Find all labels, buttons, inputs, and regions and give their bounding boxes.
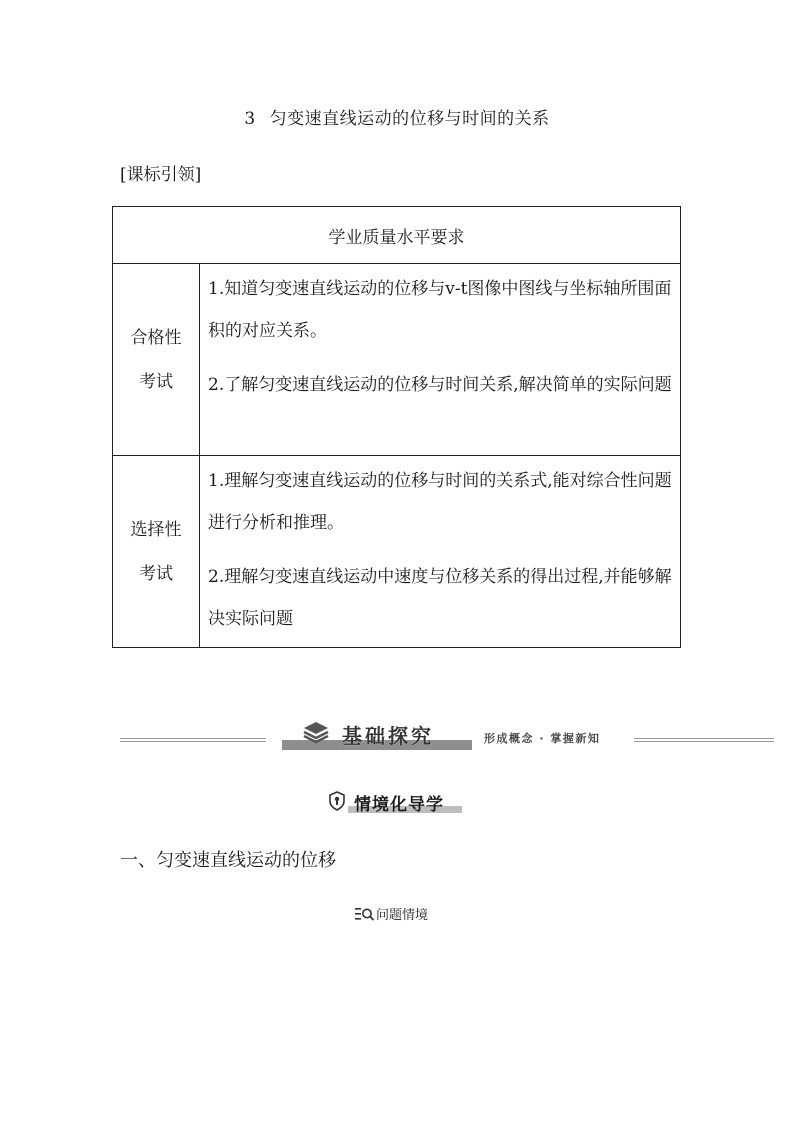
table-row [113,264,681,456]
requirements-table [112,206,681,648]
requirement-item: 2.理解匀变速直线运动中速度与位移关系的得出过程,并能够解决实际问题 [208,567,672,629]
requirement-item: 1.知道匀变速直线运动的位移与v-t图像中图线与坐标轴所围面积的对应关系。 [208,279,672,341]
banner-divider-right [634,738,774,742]
category-label: 合格性 [130,327,182,348]
title-text: 匀变速直线运动的位移与时间的关系 [269,109,550,129]
banner-title: 基础探究 [342,724,434,748]
document-title [0,104,794,129]
subheading [326,788,466,816]
category-label: 选择性 [130,519,182,540]
layers-icon [302,720,330,750]
table-row [113,456,681,648]
banner-tagline: 形成概念 · 掌握新知 [484,732,601,745]
category-label: 考试 [139,563,173,584]
table-header: 学业质量水平要求 [113,207,681,264]
banner-divider-left [120,738,266,742]
subheading-text: 情境化导学 [354,795,444,815]
category-cell [113,264,200,456]
category-label: 考试 [139,371,173,392]
section-label: [课标引领] [120,165,202,185]
requirement-item: 2.了解匀变速直线运动的位移与时间关系,解决简单的实际问题 [208,375,672,395]
keyhole-shield-icon [328,791,346,815]
problem-label-text: 问题情境 [376,908,429,923]
requirement-cell [200,456,681,648]
requirement-item: 1.理解匀变速直线运动的位移与时间的关系式,能对综合性问题进行分析和推理。 [208,471,672,533]
section-banner [0,712,794,762]
requirement-cell [200,264,681,456]
banner-title-box [282,718,472,752]
list-magnifier-icon [355,906,375,925]
title-number: 3 [244,109,256,129]
heading-1: 一、匀变速直线运动的位移 [120,850,336,871]
category-cell [113,456,200,648]
